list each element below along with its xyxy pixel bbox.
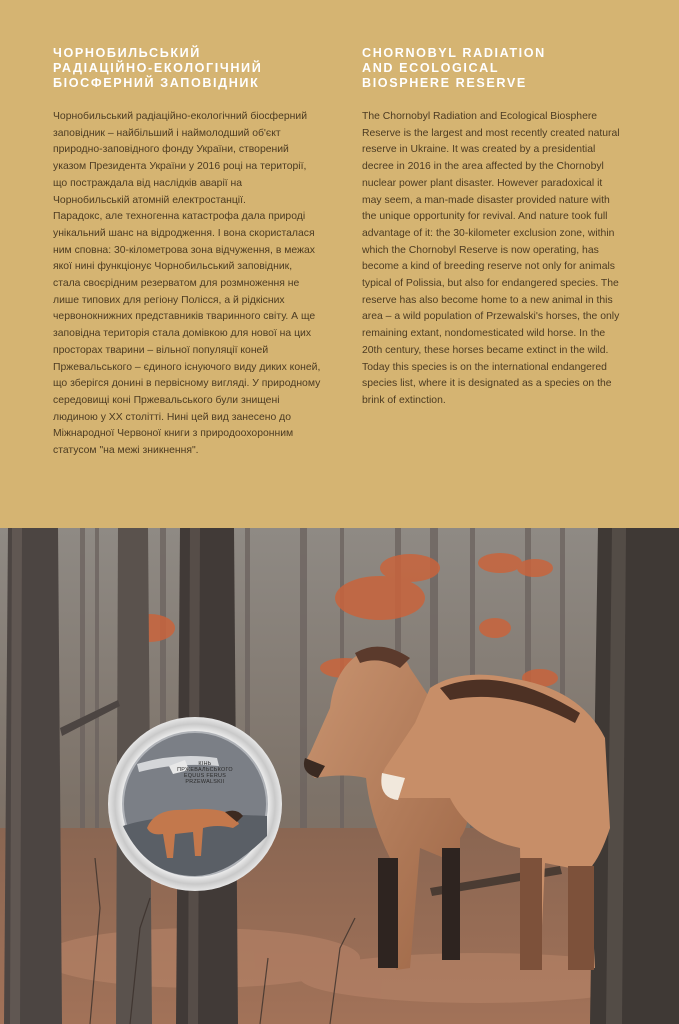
heading-line: ЧОРНОБИЛЬСЬКИЙ <box>53 46 201 60</box>
coin-label <box>165 761 245 785</box>
ukrainian-heading <box>53 46 321 91</box>
heading-line: AND ECOLOGICAL <box>362 61 500 75</box>
ukrainian-paragraph-2: Парадокс, але техногенна катастрофа дала природі унікальний шанс на відродження. І вона скористалася ним сповна: 30-кілометрова зона відчуження, в межах якої нині функціонує Чорнобильський заповідник, стала своєрідним резерватом для розмноження не лише типових для регіону Полісся, а й рідкісних червонокнижних представників тваринного світу. А ще заповідна територія стала домівкою для нової на цих просторах тварини – вільної популяції коней Пржевальського – єдиного існуючого виду диких коней, що зберігся донині в первісному вигляді. У природному середовищі коні Пржевальського були знищені людиною у XX столітті. Нині цей вид занесено до Міжнародної Червоної книги з природоохоронним статусом "на межі зникнення". <box>53 211 321 457</box>
forest-horses-photo <box>0 528 679 1024</box>
ukrainian-paragraph-1: Чорнобильський радіаційно-екологічний біосферний заповідник – найбільший і наймолодший об'єкт природно-заповідного фонду України, створений указом Президента України у 2016 році на території, що постраждала від наслідків аварії на Чорнобильській атомній електростанції. <box>53 111 308 206</box>
english-heading <box>362 46 624 91</box>
english-column <box>362 46 624 410</box>
commemorative-coin <box>107 716 283 892</box>
heading-line: РАДІАЦІЙНО-ЕКОЛОГІЧНИЙ <box>53 61 263 75</box>
heading-line: CHORNOBYL RADIATION <box>362 46 546 60</box>
ukrainian-column <box>53 46 321 460</box>
coin-label-line: EQUUS FERUS PRZEWALSKII <box>183 773 227 785</box>
forest-illustration <box>0 528 679 1024</box>
heading-line: БІОСФЕРНИЙ ЗАПОВІДНИК <box>53 76 260 90</box>
coin-label-line: КІНЬ <box>198 761 212 767</box>
heading-line: BIOSPHERE RESERVE <box>362 76 527 90</box>
english-paragraph: The Chornobyl Radiation and Ecological Biosphere Reserve is the largest and most recently created natural reserve in Ukraine. It was created by a presidential decree in 2016 in the area affected by the Chornobyl nuclear power plant disaster. However paradoxical it may seem, a man-made disaster provided nature with the unique opportunity for revival. And nature took full advantage of it: the 30-kilometer exclusion zone, within which the Chornobyl Reserve is now operating, has become a kind of breeding reserve not only for animals typical of Polissia, but also for endangered species. The reserve has also become home to a new animal in this area – a wild population of Przewalski's horses, the only remaining extant, nondomesticated wild horse. In the 20th century, these horses became extinct in the wild. Today this species is on the international endangered species list, where it is designated as a species on the brink of extinction. <box>362 111 620 406</box>
coin-label-line: ПРЖЕВАЛЬСЬКОГО <box>177 767 233 773</box>
